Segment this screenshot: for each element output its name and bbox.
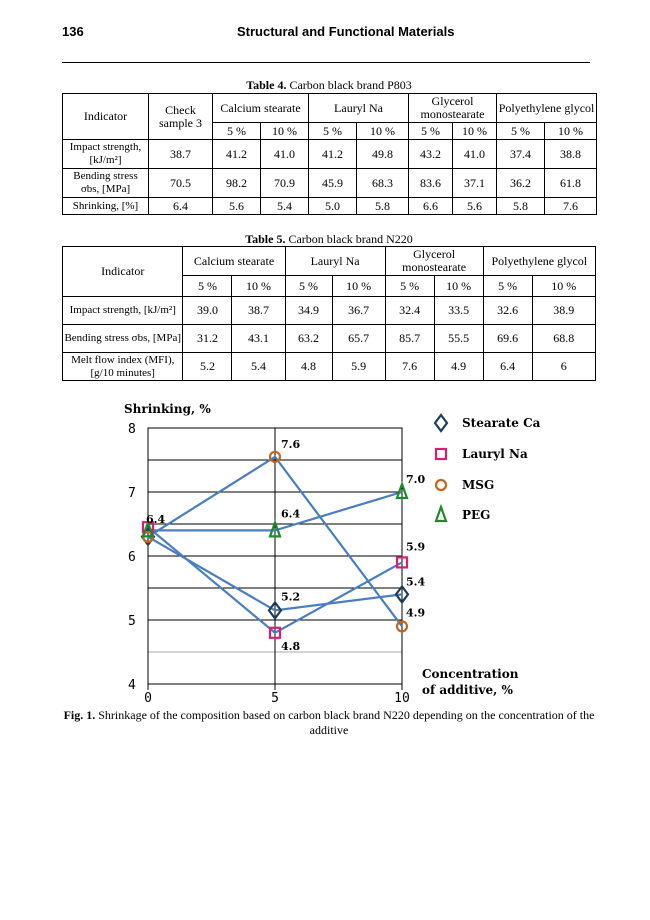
table5-cell: 38.7 (232, 297, 285, 325)
running-title: Structural and Functional Materials (237, 24, 455, 39)
table5-row-label: Impact strength, [kJ/m²] (63, 297, 183, 325)
y-tick-label: 4 (128, 678, 136, 693)
x-axis-title: of additive, % (422, 683, 513, 697)
page-number: 136 (62, 24, 84, 39)
table5-subheader: 5 % (183, 276, 232, 297)
data-label: 6.4 (146, 512, 166, 526)
data-label: 4.8 (281, 639, 301, 653)
table4-subheader: 5 % (409, 123, 453, 140)
table4-subheader: 10 % (453, 123, 497, 140)
table4-subheader: 10 % (545, 123, 597, 140)
data-label: 4.9 (406, 606, 426, 620)
table5-cell: 68.8 (532, 325, 595, 353)
table5-cell: 69.6 (483, 325, 532, 353)
table4-cell: 41.0 (261, 140, 309, 169)
x-axis-title: Concentration (422, 667, 519, 681)
table4-row-label: Bending stress σbs, [MPa] (63, 169, 149, 198)
table5-header-indicator: Indicator (63, 247, 183, 297)
table5-cell: 4.8 (285, 353, 332, 381)
table5-group-header: Calcium stearate (183, 247, 285, 276)
table4-subheader: 5 % (309, 123, 357, 140)
table5-subheader: 10 % (532, 276, 595, 297)
x-tick-label: 5 (271, 691, 279, 706)
table5-cell: 7.6 (385, 353, 434, 381)
table5-cell: 5.2 (183, 353, 232, 381)
table4-caption-label: Table 4. (246, 78, 287, 92)
table5-cell: 5.9 (332, 353, 385, 381)
table5-cell: 43.1 (232, 325, 285, 353)
x-tick-label: 0 (144, 691, 152, 706)
table4-cell: 41.0 (453, 140, 497, 169)
table4-cell: 37.4 (497, 140, 545, 169)
table4-cell: 5.4 (261, 198, 309, 215)
y-tick-label: 8 (128, 422, 136, 437)
legend-marker-diamond (435, 415, 447, 431)
table5-cell: 39.0 (183, 297, 232, 325)
table4-cell: 36.2 (497, 169, 545, 198)
table5-caption-text: Carbon black brand N220 (288, 232, 413, 246)
table4-cell: 49.8 (357, 140, 409, 169)
y-tick-label: 6 (128, 550, 136, 565)
table5-cell: 34.9 (285, 297, 332, 325)
table4-cell: 43.2 (409, 140, 453, 169)
table4-row-label: Impact strength, [kJ/m²] (63, 140, 149, 169)
table4-group-header: Lauryl Na (309, 94, 409, 123)
table5-subheader: 10 % (232, 276, 285, 297)
table4-cell: 41.2 (213, 140, 261, 169)
table5-cell: 85.7 (385, 325, 434, 353)
legend-marker-circle (436, 480, 446, 490)
table4-group-header: Polyethylene glycol (497, 94, 597, 123)
x-tick-label: 10 (394, 691, 410, 706)
table4-cell: 38.7 (149, 140, 213, 169)
table4-cell: 70.5 (149, 169, 213, 198)
figure-caption-label: Fig. 1. (63, 708, 96, 722)
legend-label: Lauryl Na (462, 447, 528, 461)
table4-cell: 70.9 (261, 169, 309, 198)
table4-cell: 68.3 (357, 169, 409, 198)
table4-cell: 37.1 (453, 169, 497, 198)
data-label: 6.4 (281, 507, 301, 521)
table5-cell: 55.5 (434, 325, 483, 353)
y-tick-label: 5 (128, 614, 136, 629)
table4-cell: 83.6 (409, 169, 453, 198)
table5-subheader: 5 % (385, 276, 434, 297)
table5-row-label: Melt flow index (MFI), [g/10 minutes] (63, 353, 183, 381)
data-label: 7.0 (406, 473, 426, 486)
table5-cell: 33.5 (434, 297, 483, 325)
legend-label: MSG (462, 478, 495, 492)
table5-caption-label: Table 5. (245, 232, 286, 246)
table4-cell: 61.8 (545, 169, 597, 198)
table5-cell: 4.9 (434, 353, 483, 381)
figure-caption (62, 708, 596, 738)
y-axis-title: Shrinking, % (124, 402, 211, 416)
legend-label: Stearate Ca (462, 416, 541, 430)
figure-caption-text: Shrinkage of the composition based on carbon black brand N220 depending on the concentration of the additive (98, 708, 595, 737)
table5-subheader: 10 % (434, 276, 483, 297)
table5-cell: 65.7 (332, 325, 385, 353)
table4-caption-text: Carbon black brand P803 (289, 78, 412, 92)
table4-cell: 45.9 (309, 169, 357, 198)
table4-cell: 6.6 (409, 198, 453, 215)
table5-cell: 6 (532, 353, 595, 381)
table4-cell: 6.4 (149, 198, 213, 215)
table4-cell: 7.6 (545, 198, 597, 215)
table4-cell: 41.2 (309, 140, 357, 169)
legend-label: PEG (462, 508, 491, 522)
data-label: 5.9 (406, 540, 426, 554)
table5-cell: 32.4 (385, 297, 434, 325)
table5-subheader: 10 % (332, 276, 385, 297)
table4-cell: 5.6 (213, 198, 261, 215)
legend-marker-triangle (436, 507, 446, 521)
table4-group-header: Calcium stearate (213, 94, 309, 123)
table5-subheader: 5 % (483, 276, 532, 297)
data-label: 5.4 (406, 575, 426, 589)
legend-marker-square (436, 449, 446, 459)
table5-cell: 31.2 (183, 325, 232, 353)
table4-cell: 5.0 (309, 198, 357, 215)
data-label: 7.6 (281, 437, 301, 451)
table5-subheader: 5 % (285, 276, 332, 297)
data-label: 5.2 (281, 590, 301, 604)
table5-cell: 5.4 (232, 353, 285, 381)
table4-row-label: Shrinking, [%] (63, 198, 149, 215)
table4-cell: 5.6 (453, 198, 497, 215)
table4-cell: 5.8 (357, 198, 409, 215)
table4-cell: 5.8 (497, 198, 545, 215)
table4-subheader: 5 % (213, 123, 261, 140)
table4-subheader: 10 % (357, 123, 409, 140)
table5-cell: 63.2 (285, 325, 332, 353)
table5-cell: 32.6 (483, 297, 532, 325)
table5-cell: 6.4 (483, 353, 532, 381)
table5-row-label: Bending stress σbs, [MPa] (63, 325, 183, 353)
table5-group-header: Polyethylene glycol (483, 247, 595, 276)
table5-group-header: Glycerol monostearate (385, 247, 483, 276)
table5-cell: 36.7 (332, 297, 385, 325)
table4-header-indicator: Indicator (63, 94, 149, 140)
table4-subheader: 10 % (261, 123, 309, 140)
y-tick-label: 7 (128, 486, 136, 501)
table4-cell: 98.2 (213, 169, 261, 198)
table5-cell: 38.9 (532, 297, 595, 325)
table4-group-header: Glycerol monostearate (409, 94, 497, 123)
table4-cell: 38.8 (545, 140, 597, 169)
table5-group-header: Lauryl Na (285, 247, 385, 276)
table4-subheader: 5 % (497, 123, 545, 140)
table4-header-check: Check sample 3 (149, 94, 213, 140)
